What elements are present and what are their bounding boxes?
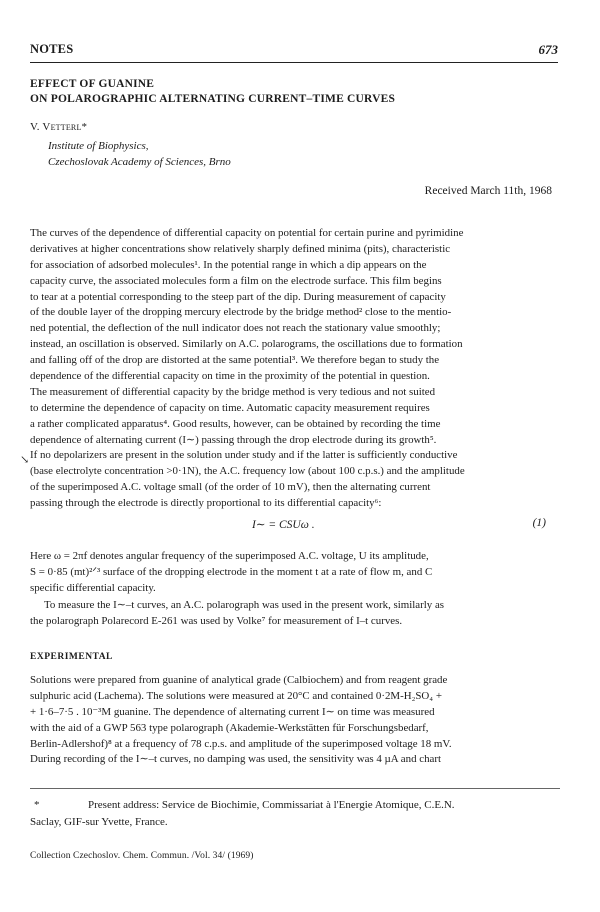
paragraph-3: [30, 598, 560, 630]
body-line: (base electrolyte concentration >0·1N), the A.C. frequency low (about 100 c.p.s.) and the amplitude: [30, 465, 465, 478]
footnote-rule: [30, 788, 560, 789]
footnote-mark: *: [34, 799, 40, 811]
body-line: dependence of the differential capacity on time in the proximity of the potential in question.: [30, 370, 430, 383]
paragraph-1: [30, 226, 560, 512]
body-line: Here ω = 2πf denotes angular frequency of the superimposed A.C. voltage, U its amplitude,: [30, 550, 429, 562]
body-line: derivatives at higher concentrations show relatively sharply defined minima (pits), characteristic: [30, 242, 451, 255]
body-line: to determine the dependence of capacity on time. Automatic capacity measurement requires: [30, 401, 430, 414]
paragraph-4: [30, 673, 560, 768]
running-head: NOTES: [30, 42, 74, 56]
title-line-2: ON POLAROGRAPHIC ALTERNATING CURRENT–TIME CURVES: [30, 93, 396, 105]
body-line: for association of adsorbed molecules¹. In the potential range in which a dip appears on the: [30, 258, 427, 271]
body-line: During recording of the I∼–t curves, no damping was used, the sensitivity was 4 µA and chart: [30, 753, 442, 766]
body-line: passing through the electrode is directly proportional to its differential capacity⁶:: [30, 497, 382, 510]
body-line: Berlin-Adlershof)⁸ at a frequency of 78 c.p.s. and amplitude of the superimposed voltage 18 mV.: [30, 737, 452, 750]
body-line: + 1·6–7·5 . 10⁻³M guanine. The dependence of alternating current I∼ on time was measured: [30, 705, 435, 718]
body-line: S = 0·85 (mt)²ᐟ³ surface of the dropping electrode in the moment t at a rate of flow m, and C: [30, 565, 433, 578]
body-line: Solutions were prepared from guanine of analytical grade (Calbiochem) and from reagent grade: [30, 674, 448, 686]
body-line: and falling off of the drop are distorted at the same potential³. We therefore began to study the: [30, 354, 440, 367]
received-date: Received March 11th, 1968: [424, 185, 552, 197]
body-line: specific differential capacity.: [30, 581, 156, 594]
body-line: If no depolarizers are present in the solution under study and if the latter is sufficiently conductive: [30, 449, 458, 462]
body-line: of the superimposed A.C. voltage small (of the order of 10 mV), then the alternating current: [30, 481, 431, 494]
section-heading-experimental: EXPERIMENTAL: [30, 652, 113, 662]
footnote-line-2: Saclay, GIF-sur Yvette, France.: [30, 816, 168, 828]
header-rule: [30, 62, 558, 63]
equation-expression: I∼ = CSUω .: [252, 519, 315, 531]
body-line: the polarograph Polarecord E-261 was used by Volke⁷ for measurement of I–t curves.: [30, 614, 403, 627]
body-line: The curves of the dependence of differential capacity on potential for certain purine and pyrimidine: [30, 227, 464, 239]
body-line: a rather complicated apparatus⁴. Good results, however, can be obtained by recording the time: [30, 417, 441, 430]
body-line: dependence of alternating current (I∼) passing through the drop electrode during its growth⁵.: [30, 433, 437, 446]
body-line: of the double layer of the dropping mercury electrode by the bridge method² close to the mentio-: [30, 306, 452, 319]
affiliation-line-2: Czechoslovak Academy of Sciences, Brno: [48, 156, 231, 168]
body-line: with the aid of a GWP 563 type polarograph (Akademie-Werkstätten für Forschungsbedarf,: [30, 721, 429, 734]
article-title: [30, 77, 395, 107]
author-name: V. Vetterl*: [30, 121, 88, 133]
page-number: 673: [538, 42, 558, 57]
paragraph-2: [30, 549, 560, 597]
affiliation-line-1: Institute of Biophysics,: [48, 140, 149, 152]
body-line: sulphuric acid (Lachema). The solutions were measured at 20°C and contained 0·2M-H₂SO₄ +: [30, 689, 442, 702]
body-line: ned potential, the deflection of the null indicator does not reach the stationary value smoothly;: [30, 322, 441, 335]
journal-citation-footer: Collection Czechoslov. Chem. Commun. /Vol. 34/ (1969): [30, 851, 254, 861]
margin-arrow-mark: ↘: [20, 454, 30, 466]
equation-number: (1): [532, 517, 546, 529]
author-affiliation: [48, 138, 231, 170]
title-line-1: EFFECT OF GUANINE: [30, 78, 155, 90]
body-line: To measure the I∼–t curves, an A.C. polarograph was used in the present work, similarly as: [44, 599, 445, 611]
footnote-line-1: Present address: Service de Biochimie, Commissariat à l'Energie Atomique, C.E.N.: [88, 799, 455, 811]
body-line: to tear at a potential corresponding to the steep part of the dip. During measurement of capacity: [30, 290, 446, 303]
body-line: instead, an oscillation is observed. Similarly on A.C. polarograms, the oscillations due to formation: [30, 338, 463, 351]
footnote-text: [30, 797, 560, 831]
body-line: The measurement of differential capacity by the bridge method is very tedious and not suited: [30, 385, 436, 398]
body-line: capacity curve, the associated molecules form a film on the electrode surface. This film begins: [30, 274, 442, 287]
